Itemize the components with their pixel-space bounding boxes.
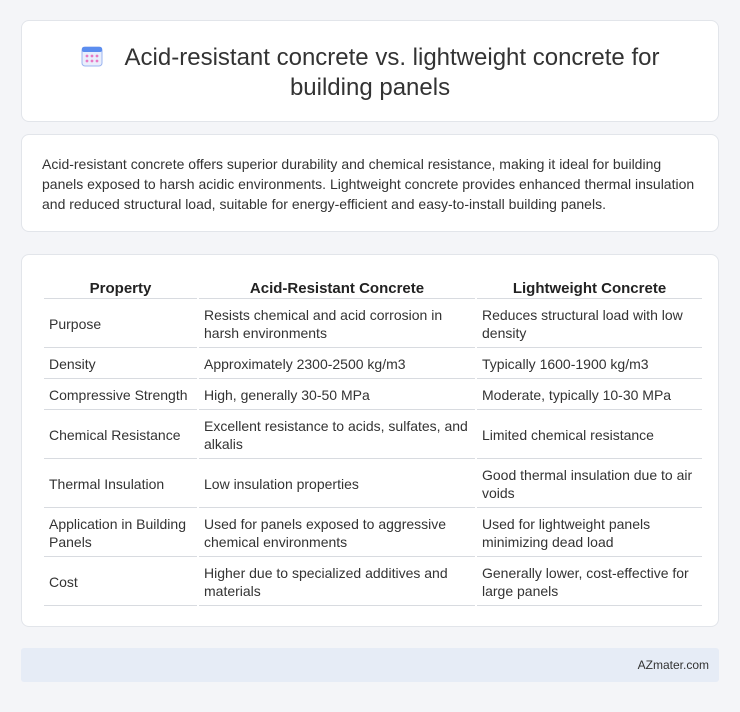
acid-resistant-cell: Low insulation properties [199,461,475,508]
table-row [44,412,702,459]
acid-resistant-cell: High, generally 30-50 MPa [199,381,475,410]
title-card [21,20,719,122]
table-row [44,461,702,508]
property-cell: Density [44,350,197,379]
lightweight-cell: Limited chemical resistance [477,412,702,459]
footer-bar [21,648,719,682]
property-cell: Compressive Strength [44,381,197,410]
lightweight-cell: Reduces structural load with low density [477,301,702,348]
table-row [44,510,702,557]
calendar-icon [81,45,103,67]
lightweight-cell: Generally lower, cost-effective for large panels [477,559,702,606]
table-row [44,350,702,379]
summary-text: Acid-resistant concrete offers superior durability and chemical resistance, making it ideal for building panels exposed to harsh acidic environments. Lightweight concrete provides enhanced thermal insulation and reduced structural load, suitable for energy-efficient and easy-to-install building panels. [42,156,695,212]
acid-resistant-cell: Resists chemical and acid corrosion in harsh environments [199,301,475,348]
column-header: Lightweight Concrete [477,275,702,299]
lightweight-cell: Good thermal insulation due to air voids [477,461,702,508]
table-row [44,301,702,348]
lightweight-cell: Used for lightweight panels minimizing dead load [477,510,702,557]
acid-resistant-cell: Excellent resistance to acids, sulfates, and alkalis [199,412,475,459]
acid-resistant-cell: Approximately 2300-2500 kg/m3 [199,350,475,379]
table-row [44,559,702,606]
comparison-table [42,273,704,608]
property-cell: Cost [44,559,197,606]
acid-resistant-cell: Higher due to specialized additives and materials [199,559,475,606]
acid-resistant-cell: Used for panels exposed to aggressive chemical environments [199,510,475,557]
footer-brand[interactable]: AZmater.com [637,658,709,672]
page-title-row [22,43,718,103]
column-header: Acid-Resistant Concrete [199,275,475,299]
property-cell: Chemical Resistance [44,412,197,459]
summary-card [21,134,719,232]
lightweight-cell: Typically 1600-1900 kg/m3 [477,350,702,379]
column-header: Property [44,275,197,299]
page-title: Acid-resistant concrete vs. lightweight concrete for building panels [124,44,660,101]
table-header-row [44,275,702,299]
comparison-table-card [21,254,719,627]
table-row [44,381,702,410]
lightweight-cell: Moderate, typically 10-30 MPa [477,381,702,410]
property-cell: Thermal Insulation [44,461,197,508]
property-cell: Application in Building Panels [44,510,197,557]
property-cell: Purpose [44,301,197,348]
